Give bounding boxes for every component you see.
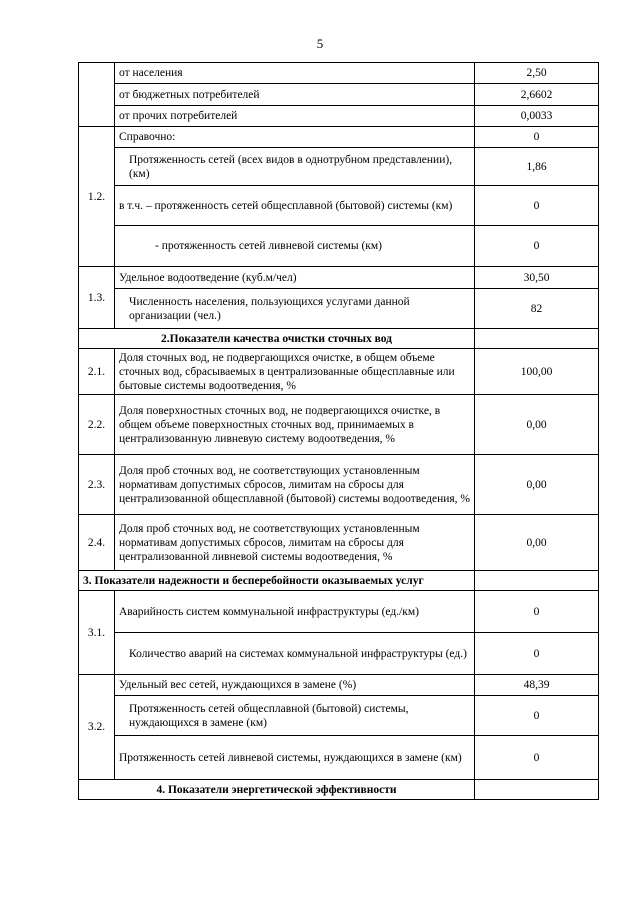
row-value: 48,39 [475, 675, 599, 696]
row-value: 0 [475, 591, 599, 633]
row-label: Справочно: [115, 127, 475, 148]
row-value: 30,50 [475, 267, 599, 289]
row-label: от прочих потребителей [115, 106, 475, 127]
table-row [79, 675, 599, 696]
row-number: 1.2. [79, 127, 115, 267]
table-row [79, 395, 599, 455]
row-value: 0 [475, 186, 599, 226]
indicators-table [78, 62, 599, 800]
section-header-row [79, 571, 599, 591]
table-row [79, 267, 599, 289]
row-value: 0,00 [475, 515, 599, 571]
row-value: 0 [475, 736, 599, 780]
row-label: Удельное водоотведение (куб.м/чел) [115, 267, 475, 289]
row-value: 0 [475, 226, 599, 267]
row-number: 3.1. [79, 591, 115, 675]
section-header-row [79, 329, 599, 349]
row-value: 2,6602 [475, 84, 599, 106]
table-row [79, 84, 599, 106]
row-label: - протяженность сетей ливневой системы (км) [115, 226, 475, 267]
row-value: 0 [475, 127, 599, 148]
table-row [79, 515, 599, 571]
table-row [79, 736, 599, 780]
row-number: 2.2. [79, 395, 115, 455]
row-label: Доля проб сточных вод, не соответствующих установленным нормативам допустимых сбросов, лимитам на сбросы для централизованной общесплавной (бытовой) системы водоотведения, % [115, 455, 475, 515]
table-row [79, 591, 599, 633]
row-label: Доля поверхностных сточных вод, не подвергающихся очистке, в общем объеме поверхностных сточных вод, принимаемых в централизованную ливневую систему водоотведения, % [115, 395, 475, 455]
table-row [79, 148, 599, 186]
row-label: Количество аварий на системах коммунальной инфраструктуры (ед.) [115, 633, 475, 675]
row-value: 0 [475, 633, 599, 675]
section-header: 4. Показатели энергетической эффективности [79, 780, 475, 800]
page-number: 5 [316, 36, 324, 51]
row-label: Протяженность сетей ливневой системы, нуждающихся в замене (км) [115, 736, 475, 780]
row-number [79, 63, 115, 127]
row-value: 0 [475, 696, 599, 736]
row-value: 2,50 [475, 63, 599, 84]
row-label: от населения [115, 63, 475, 84]
empty-cell [475, 571, 599, 591]
table-row [79, 106, 599, 127]
row-label: Протяженность сетей (всех видов в однотрубном представлении), (км) [115, 148, 475, 186]
row-number: 2.4. [79, 515, 115, 571]
table-row [79, 226, 599, 267]
section-header: 3. Показатели надежности и бесперебойности оказываемых услуг [79, 571, 475, 591]
row-value: 82 [475, 289, 599, 329]
row-label: от бюджетных потребителей [115, 84, 475, 106]
row-label: в т.ч. – протяженность сетей общесплавной (бытовой) системы (км) [115, 186, 475, 226]
table-row [79, 127, 599, 148]
table-row [79, 696, 599, 736]
row-value: 0,00 [475, 455, 599, 515]
row-number: 2.1. [79, 349, 115, 395]
row-label: Численность населения, пользующихся услугами данной организации (чел.) [115, 289, 475, 329]
row-value: 0,0033 [475, 106, 599, 127]
section-header-row [79, 780, 599, 800]
empty-cell [475, 329, 599, 349]
row-label: Доля сточных вод, не подвергающихся очистке, в общем объеме сточных вод, сбрасываемых в централизованные общесплавные или бытовые системы водоотведения, % [115, 349, 475, 395]
table-row [79, 455, 599, 515]
row-value: 1,86 [475, 148, 599, 186]
row-value: 0,00 [475, 395, 599, 455]
row-number: 1.3. [79, 267, 115, 329]
table-row [79, 186, 599, 226]
row-label: Удельный вес сетей, нуждающихся в замене (%) [115, 675, 475, 696]
row-label: Протяженность сетей общесплавной (бытовой) системы, нуждающихся в замене (км) [115, 696, 475, 736]
empty-cell [475, 780, 599, 800]
row-label: Доля проб сточных вод, не соответствующих установленным нормативам допустимых сбросов, лимитам на сбросы для централизованной ливневой системы водоотведения, % [115, 515, 475, 571]
row-label: Аварийность систем коммунальной инфраструктуры (ед./км) [115, 591, 475, 633]
row-number: 2.3. [79, 455, 115, 515]
row-number: 3.2. [79, 675, 115, 780]
row-value: 100,00 [475, 349, 599, 395]
table-row [79, 349, 599, 395]
table-row [79, 63, 599, 84]
table-row [79, 289, 599, 329]
section-header: 2.Показатели качества очистки сточных вод [79, 329, 475, 349]
table-row [79, 633, 599, 675]
